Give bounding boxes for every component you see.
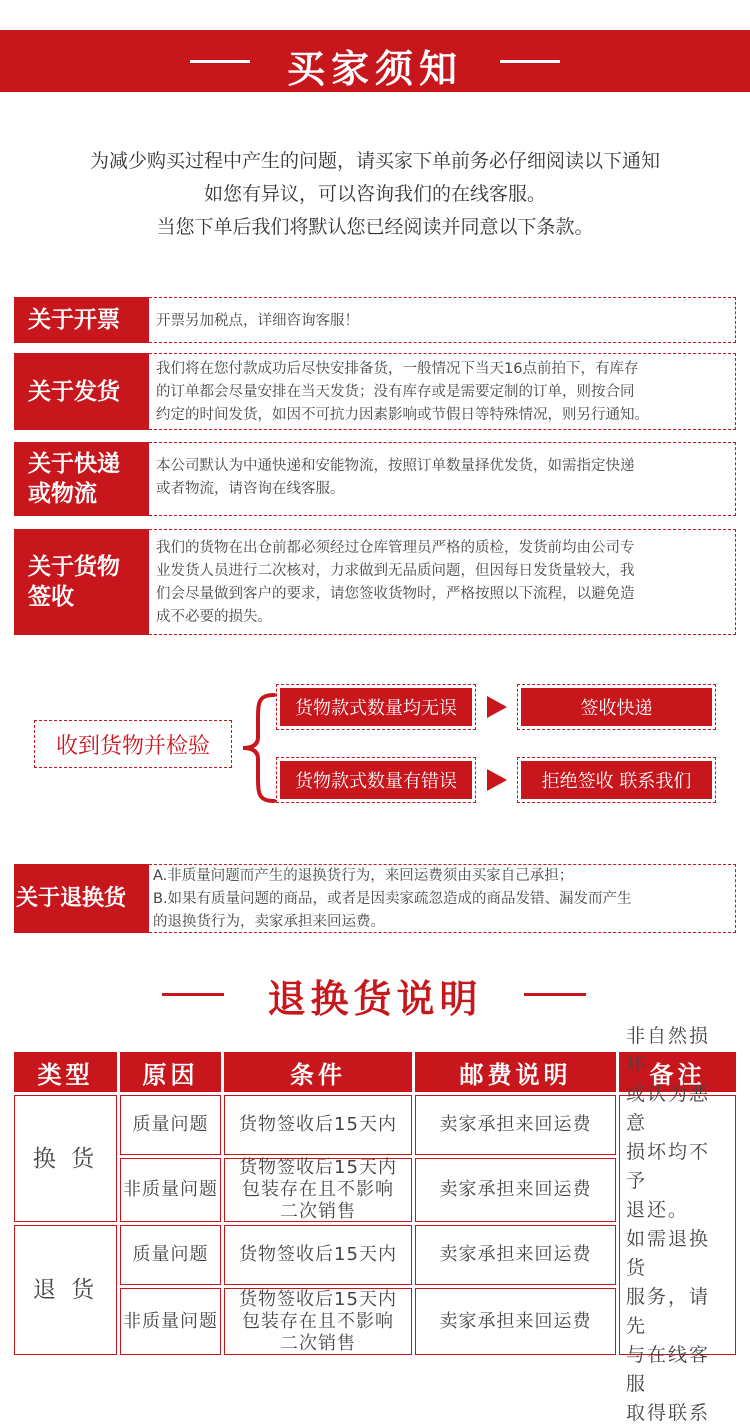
table-note-line: 损坏均不予 — [626, 1141, 711, 1192]
section-invoice-label: 关于开票 — [14, 297, 149, 343]
section-express-label-line: 关于快递 — [28, 451, 120, 477]
section-shipping-label: 关于发货 — [14, 353, 149, 430]
table-cell-reason: 非质量问题 — [120, 1158, 221, 1222]
section-receipt — [14, 529, 736, 635]
returns-heading-line-right — [524, 993, 586, 996]
table-note-line: 或认为恶意 — [626, 1083, 711, 1134]
section-invoice — [14, 297, 736, 343]
flow-start-box — [34, 720, 232, 768]
intro-line-2: 如您有异议，可以咨询我们的在线客服。 — [203, 183, 546, 205]
table-note-line: 非自然损坏 — [626, 1025, 711, 1076]
section-receipt-line: 我们的货物在出仓前都必须经过仓库管理员严格的质检，发货前均由公司专 — [156, 540, 635, 556]
section-returns-label: 关于退换货 — [14, 864, 149, 933]
intro-line-3: 当您下单后我们将默认您已经阅读并同意以下条款。 — [156, 216, 594, 238]
flow-bad-condition-label: 货物款式数量有错误 — [280, 761, 472, 799]
table-cell-reason: 质量问题 — [120, 1095, 221, 1155]
section-returns-line: A.非质量问题而产生的退换货行为，来回运费须由买家自己承担； — [153, 868, 574, 884]
table-cell-condition-line: 包装存在且不影响 — [242, 1310, 394, 1332]
section-shipping-text — [149, 353, 736, 430]
flow-ok-condition-box — [276, 684, 476, 730]
table-type-exchange: 换 货 — [14, 1095, 117, 1222]
table-cell-condition — [224, 1288, 412, 1355]
table-cell-condition-line: 货物签收后15天内 — [239, 1114, 397, 1135]
section-express-line: 本公司默认为中通快递和安能物流，按照订单数量择优发货，如需指定快递 — [156, 458, 635, 474]
flow-bad-condition-box — [276, 757, 476, 803]
table-cell-condition-line: 货物签收后15天内 — [239, 1288, 397, 1310]
section-shipping-line: 约定的时间发货，如因不可抗力因素影响或节假日等特殊情况，则另行通知。 — [156, 407, 649, 423]
returns-table-title: 退换货说明 — [267, 977, 483, 1021]
flow-arrow-bad-icon — [487, 769, 507, 791]
flow-ok-action-box — [517, 684, 716, 730]
section-express-line: 或者物流，请咨询在线客服。 — [156, 481, 345, 497]
table-cell-reason: 质量问题 — [120, 1225, 221, 1285]
section-receipt-label-line: 关于货物 — [28, 554, 120, 580]
table-cell-condition-line: 二次销售 — [280, 1332, 356, 1354]
flow-brace-icon — [240, 693, 276, 803]
table-cell-condition — [224, 1225, 412, 1285]
table-note-line: 取得联系 — [626, 1402, 711, 1424]
section-receipt-line: 业发货人员进行二次核对，力求做到无品质问题，但因每日发货量较大，我 — [156, 563, 635, 579]
flow-bad-action-label: 拒绝签收 联系我们 — [521, 761, 712, 799]
table-note-line: 服务，请先 — [626, 1286, 711, 1337]
table-note-line: 退还。 — [626, 1199, 690, 1221]
flow-arrow-ok-icon — [487, 696, 507, 718]
table-header-postage: 邮费说明 — [415, 1052, 616, 1092]
section-express-label-line: 或物流 — [28, 481, 97, 507]
section-invoice-line: 开票另加税点，详细咨询客服！ — [156, 312, 359, 329]
section-shipping-line: 的订单都会尽量安排在当天发货；没有库存或是需要定制的订单，则按合同 — [156, 384, 635, 400]
section-receipt-label — [14, 529, 149, 635]
section-returns-text — [149, 864, 736, 933]
intro-line-1: 为减少购买过程中产生的问题，请买家下单前务必仔细阅读以下通知 — [89, 150, 660, 172]
table-cell-postage: 卖家承担来回运费 — [415, 1225, 616, 1285]
section-receipt-text — [149, 529, 736, 635]
table-header-type: 类型 — [14, 1052, 117, 1092]
table-cell-postage: 卖家承担来回运费 — [415, 1095, 616, 1155]
section-express-text — [149, 442, 736, 516]
table-note-line: 如需退换货 — [626, 1228, 711, 1279]
table-cell-reason: 非质量问题 — [120, 1288, 221, 1355]
section-invoice-text — [149, 297, 736, 343]
section-returns — [14, 864, 736, 933]
table-cell-condition-line: 货物签收后15天内 — [239, 1244, 397, 1265]
section-express-label — [14, 442, 149, 516]
section-returns-line: B.如果有质量问题的商品，或者是因卖家疏忽造成的商品发错、漏发而产生 — [153, 891, 632, 907]
table-cell-condition-line: 货物签收后15天内 — [239, 1157, 397, 1178]
page-title: 买家须知 — [286, 47, 463, 91]
table-cell-condition-line: 二次销售 — [280, 1201, 356, 1222]
table-cell-condition — [224, 1095, 412, 1155]
table-cell-condition — [224, 1158, 412, 1222]
section-returns-line: 的退换货行为，卖家承担来回运费。 — [153, 914, 385, 930]
table-header-condition: 条件 — [224, 1052, 412, 1092]
flow-start-label: 收到货物并检验 — [55, 733, 210, 759]
table-cell-condition-line: 包装存在且不影响 — [242, 1179, 394, 1200]
table-header-note: 备注 — [619, 1052, 736, 1092]
flow-ok-condition-label: 货物款式数量均无误 — [280, 688, 472, 726]
section-shipping — [14, 353, 736, 430]
section-shipping-line: 我们将在您付款成功后尽快安排备货，一般情况下当天16点前拍下，有库存 — [156, 361, 639, 377]
banner-line-right — [500, 60, 560, 63]
header-banner — [0, 30, 750, 92]
section-receipt-line: 们会尽量做到客户的要求，请您签收货物时，严格按照以下流程，以避免造 — [156, 586, 635, 602]
section-receipt-label-line: 签收 — [28, 584, 74, 610]
table-type-return: 退 货 — [14, 1225, 117, 1355]
flow-ok-action-label: 签收快递 — [521, 688, 712, 726]
table-cell-postage: 卖家承担来回运费 — [415, 1158, 616, 1222]
table-note-line: 与在线客服 — [626, 1344, 711, 1395]
flow-bad-action-box — [517, 757, 716, 803]
table-header-reason: 原因 — [120, 1052, 221, 1092]
table-cell-postage: 卖家承担来回运费 — [415, 1288, 616, 1355]
section-express — [14, 442, 736, 516]
section-receipt-line: 成不必要的损失。 — [156, 609, 272, 625]
